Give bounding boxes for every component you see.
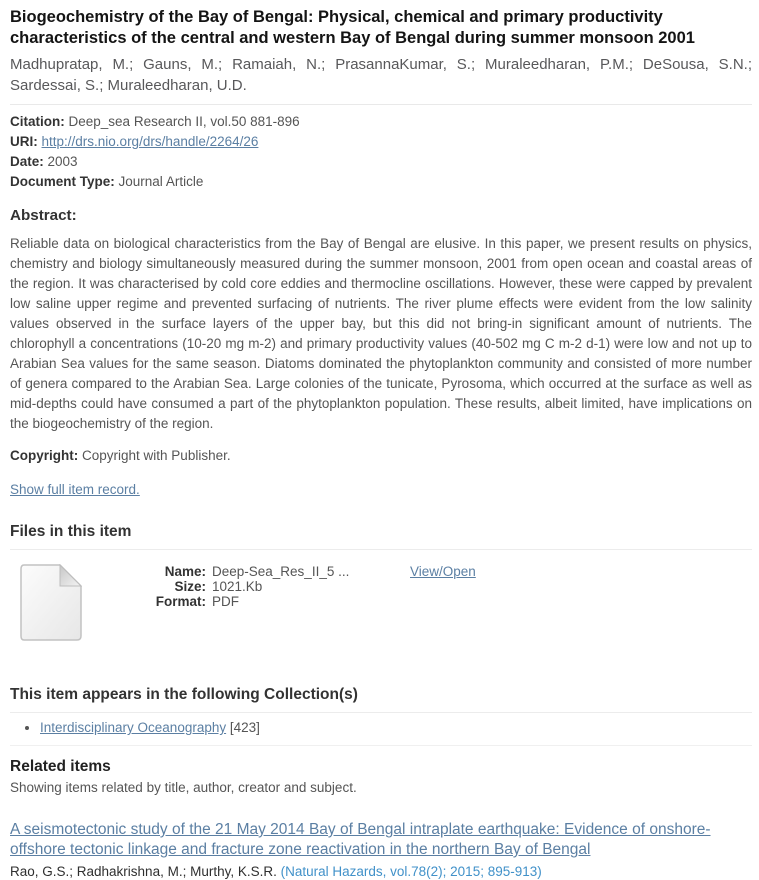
doctype-row [10, 172, 752, 192]
uri-row [10, 132, 752, 152]
show-full-item-record-link[interactable]: Show full item record. [10, 482, 140, 497]
collection-link[interactable]: Interdisciplinary Oceanography [40, 720, 227, 735]
file-format-row [128, 594, 349, 609]
divider [10, 745, 752, 746]
file-size-label: Size: [174, 579, 206, 594]
date-label: Date: [10, 154, 44, 169]
related-item-authors: Rao, G.S.; Radhakrishna, M.; Murthy, K.S.R. [10, 864, 277, 879]
copyright-value: Copyright with Publisher. [82, 448, 231, 463]
copyright-row [10, 446, 752, 466]
file-format-label: Format: [155, 594, 206, 609]
related-item-citation: (Natural Hazards, vol.78(2); 2015; 895-913) [280, 864, 542, 879]
divider [10, 104, 752, 105]
authors-line: Madhupratap, M.; Gauns, M.; Ramaiah, N.; PrasannaKumar, S.; Muraleedharan, P.M.; DeSousa, S.N.; Sardessai, S.; Muraleedharan, U.D. [10, 56, 752, 94]
related-item-title-link[interactable]: A seismotectonic study of the 21 May 2014 Bay of Bengal intraplate earthquake: Evidence of onshore-offshore tectonic linkage and fracture zone reactivation in the northern Bay of Bengal [10, 821, 711, 858]
citation-value: Deep_sea Research II, vol.50 881-896 [68, 114, 300, 129]
page-title: Biogeochemistry of the Bay of Bengal: Physical, chemical and primary productivity characteristics of the central and western Bay of Bengal during summer monsoon 2001 [10, 8, 695, 47]
file-size-row [128, 579, 349, 594]
uri-link[interactable]: http://drs.nio.org/drs/handle/2264/26 [41, 134, 259, 149]
collection-list-item [40, 720, 752, 736]
citation-row [10, 112, 752, 132]
file-format-value: PDF [212, 594, 239, 609]
file-row [10, 564, 752, 646]
abstract-heading: Abstract: [10, 207, 77, 224]
related-item [10, 820, 752, 880]
view-open-link[interactable]: View/Open [410, 564, 476, 579]
collections-list [10, 720, 752, 736]
abstract-text: Reliable data on biological characteristics from the Bay of Bengal are elusive. In this paper, we present results on physics, chemistry and biology simultaneously measured during the summer monsoon, 2001 from open ocean and coastal areas of the region. It was characterised by cold core eddies and thermocline oscillations. However, these were capped by prevalent low saline upper regime and prevented surfacing of nutrients. The river plume effects were evident from the low salinity values observed in the surface layers of the upper bay, but this did not bring-in significant amount of nutrients. The chlorophyll a concentrations (10-20 mg m-2) and primary productivity values (40-502 mg C m-2 d-1) were low and not up to Arabian Sea values for the same season. Diatoms dominated the phytoplankton community and consisted of more number of genera compared to the Arabian Sea. Large colonies of the tunicate, Pyrosoma, which occurred at the surface as well as mid-depths could have consumed a part of the phytoplankton population. These results, albeit limited, have implications on the biogeochemistry of the region. [10, 236, 752, 431]
item-metadata [10, 112, 752, 192]
copyright-label: Copyright: [10, 448, 79, 463]
doctype-label: Document Type: [10, 174, 115, 189]
collection-item-count: [423] [229, 720, 260, 735]
related-items-subtitle: Showing items related by title, author, creator and subject. [10, 780, 357, 795]
file-thumbnail-icon[interactable] [20, 564, 82, 646]
file-size-value: 1021.Kb [212, 579, 263, 594]
citation-label: Citation: [10, 114, 65, 129]
date-value: 2003 [47, 154, 78, 169]
doctype-value: Journal Article [118, 174, 204, 189]
item-record-page [10, 7, 752, 880]
files-section-heading: Files in this item [10, 523, 752, 550]
related-item-meta [10, 864, 752, 880]
uri-label: URI: [10, 134, 38, 149]
related-items-heading: Related items [10, 758, 111, 775]
file-name-row [128, 564, 349, 579]
date-row [10, 152, 752, 172]
file-meta [128, 564, 349, 609]
file-name-value: Deep-Sea_Res_II_5 ... [212, 564, 350, 579]
file-name-label: Name: [164, 564, 206, 579]
collections-section-heading: This item appears in the following Collection(s) [10, 686, 752, 713]
